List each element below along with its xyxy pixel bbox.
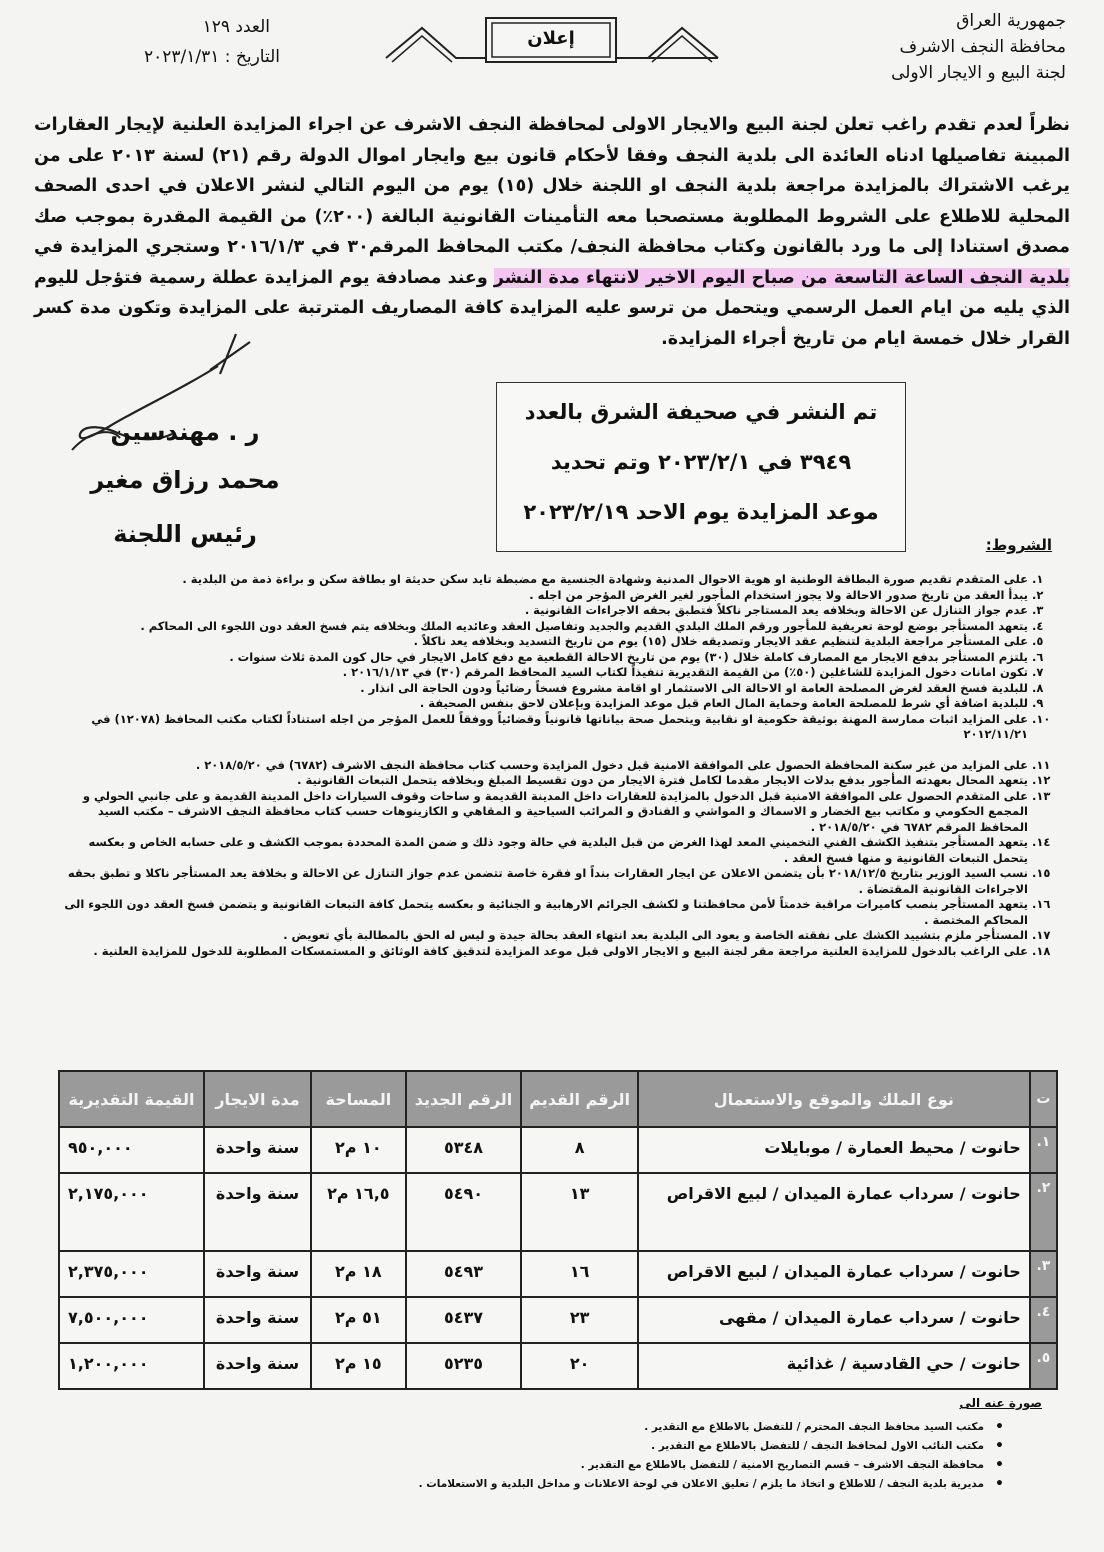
row-area: ١٨ م٢: [311, 1251, 405, 1297]
issuer-block: [766, 8, 1066, 86]
condition-text: المستأجر ملزم بتشييد الكشك على نفقته الخاصة و يعود الى البلدية بعد انتهاء العقد بحالة جيدة و ليس له الحق بالمطالبة بأي تعويض .: [283, 928, 1028, 942]
col-type: نوع الملك والموقع والاستعمال: [638, 1071, 1030, 1127]
condition-number: ٧.: [1032, 665, 1044, 679]
copy-to-item: • محافظة النجف الاشرف – قسم التصاريح الامنية / للتفضل بالاطلاع مع التقدير .: [104, 1456, 1004, 1475]
row-type: حانوت / حي القادسية / غذائية: [638, 1343, 1030, 1389]
row-index: ٤.: [1030, 1297, 1057, 1343]
row-new-number: ٥٤٩٣: [406, 1251, 522, 1297]
condition-text: تكون امانات دخول المزايدة للشاغلين (٥٠٪) من القيمة التقديرية تنفيذاً لكتاب السيد المحافظ المرقم (٣٠) في ٢٠١٦/١/١٣ .: [342, 665, 1028, 679]
condition-number: ٢.: [1032, 587, 1044, 602]
properties-table-body: [59, 1127, 1057, 1389]
row-type: حانوت / محيط العمارة / موبايلات: [638, 1127, 1030, 1173]
condition-item: [60, 944, 1064, 960]
condition-item: [60, 619, 1064, 635]
row-new-number: ٥٤٩٠: [406, 1173, 522, 1251]
condition-text: على المتقدم تقديم صورة البطاقة الوطنية او هوية الاحوال المدنية وشهادة الجنسية مع مضبطة تايد سكن حديثة او بطاقة سكن و براءة ذمة من البلدية .: [182, 572, 1028, 586]
condition-item: [60, 712, 1064, 743]
row-area: ١٦,٥ م٢: [311, 1173, 405, 1251]
row-area: ١٥ م٢: [311, 1343, 405, 1389]
row-index: ٢.: [1030, 1173, 1057, 1251]
condition-text: يبدأ العقد من تاريخ صدور الاحالة ولا يجوز استخدام المأجور لغير الغرض المؤجر من اجله .: [529, 587, 1028, 602]
condition-number: ٥.: [1032, 634, 1044, 648]
signature-block: [60, 330, 310, 570]
condition-item: [60, 665, 1064, 681]
copy-to-item: • مكتب السيد محافظ النجف المحترم / للتفضل بالاطلاع مع التقدير .: [104, 1418, 1004, 1437]
publication-line-2: ٣٩٤٩ في ٢٠٢٣/٢/١ وتم تحديد: [550, 450, 852, 474]
condition-item: [60, 681, 1064, 697]
copy-to-item: • مكتب النائب الاول لمحافظ النجف / للتفضل بالاطلاع مع التقدير .: [104, 1437, 1004, 1456]
condition-item: [60, 572, 1064, 588]
condition-text: على المزايد اثبات ممارسة المهنة بوثيقة حكومية او نقابية ويتحمل صحة بياناتها قانونياً وقضائياً ووفقاً للعمل المؤجر من اجله استناداً لكتاب مكتب المحافظ (١٢٠٧٨) في ٢٠١٢/١١/٢١: [91, 711, 1028, 741]
row-old-number: ٢٠: [521, 1343, 637, 1389]
conditions-title: الشروط:: [985, 536, 1052, 554]
announcement-banner: [382, 10, 722, 70]
copy-to-item: • مديرية بلدية النجف / للاطلاع و اتخاذ ما يلزم / تعليق الاعلان في لوحة الاعلانات و مداخل البلدية و الاستعلامات .: [104, 1475, 1004, 1494]
copy-to-list: [104, 1418, 1004, 1494]
condition-item: [60, 758, 1064, 774]
table-header-row: [59, 1071, 1057, 1127]
row-type: حانوت / سرداب عمارة الميدان / لبيع الاقراص: [638, 1173, 1030, 1251]
condition-item: [60, 928, 1064, 944]
row-area: ٥١ م٢: [311, 1297, 405, 1343]
condition-number: ١٣.: [1032, 788, 1051, 803]
reference-number: العدد ١٢٩: [202, 17, 270, 37]
announcement-body: [34, 110, 1070, 354]
reference-block: [60, 12, 280, 72]
condition-text: يتعهد المستأجر بتنفيذ الكشف الفني التخميني المعد لهذا الغرض من قبل البلدية في حالة وجود ذلك و ضمن المدة المحددة بموجب الكشف و على حسابه الخاص و بعكسه يتحمل التبعات القانونية و منها فسخ العقد .: [88, 835, 1028, 865]
row-old-number: ٢٣: [521, 1297, 637, 1343]
publication-line-1: تم النشر في صحيفة الشرق بالعدد: [524, 400, 878, 424]
table-row: [59, 1173, 1057, 1251]
condition-text: يتعهد المستأجر بوضع لوحة تعريفية للمأجور ورقم الملك البلدي القديم والجديد وتفاصيل العقد وعائديه الملك وبخلافه يتم فسخ العقد دون اللجوء الى المحاكم .: [140, 618, 1028, 633]
row-duration: سنة واحدة: [204, 1173, 311, 1251]
row-new-number: ٥٣٤٨: [406, 1127, 522, 1173]
row-value: ٢,١٧٥,٠٠٠: [59, 1173, 204, 1251]
copy-to-title: صورة عنه الى: [959, 1396, 1042, 1410]
condition-number: ٣.: [1032, 603, 1044, 617]
row-area: ١٠ م٢: [311, 1127, 405, 1173]
condition-item: [60, 650, 1064, 666]
body-highlight: بلدية النجف الساعة التاسعة من صباح اليوم الاخير لانتهاء مدة النشر: [493, 267, 1071, 288]
condition-text: على المزايد من غير سكنة المحافظة الحصول على الموافقة الامنية قبل دخول المزايدة وحسب كتاب محافظة النجف الاشرف (٦٧٨٢) في ٢٠١٨/٥/٢٠ .: [195, 757, 1028, 772]
publication-note: [496, 382, 906, 552]
table-row: [59, 1343, 1057, 1389]
condition-text: على المستأجر مراجعة البلدية لتنظيم عقد الايجار وتصديقه خلال (١٥) يوم من تاريخ التسديد وبخلافه يعد ناكلاً .: [413, 634, 1028, 648]
condition-item: [60, 696, 1064, 712]
row-index: ٥.: [1030, 1343, 1057, 1389]
banner-title: إعلان: [527, 28, 575, 49]
condition-number: ٨.: [1032, 680, 1044, 695]
row-index: ١.: [1030, 1127, 1057, 1173]
condition-number: ١٤.: [1032, 835, 1051, 849]
condition-text: للبلدية فسخ العقد لغرض المصلحة العامة او الاحالة الى الاستثمار او اقامة مشروع فسخاً رضائياً ودون الحاجة الى انذار .: [360, 680, 1028, 695]
condition-number: ١٧.: [1032, 928, 1051, 942]
condition-text: نسب السيد الوزير بتاريخ ٢٠١٨/١٢/٥ بأن يتضمن الاعلان عن ايجار العقارات بنداً او فقرة خاصة تتضمن عدم جواز التنازل عن الاحالة و بخلافة يعد المستأجر ناكلا و تطبق بحقه الاجراءات القانونية المقتضاة .: [67, 866, 1028, 896]
condition-number: ٩.: [1032, 696, 1044, 710]
row-duration: سنة واحدة: [204, 1297, 311, 1343]
row-type: حانوت / سرداب عمارة الميدان / مقهى: [638, 1297, 1030, 1343]
condition-item: [60, 634, 1064, 650]
condition-item: [60, 866, 1064, 897]
row-old-number: ٨: [521, 1127, 637, 1173]
row-value: ٢,٣٧٥,٠٠٠: [59, 1251, 204, 1297]
issuer-committee: لجنة البيع و الايجار الاولى: [891, 63, 1066, 83]
condition-item: [60, 603, 1064, 619]
condition-text: يتعهد المستأجر بنصب كاميرات مراقبة خدمتاً لأمن محافظتنا و لكشف الجرائم الارهابية و الجنائية و بعكسه يتحمل كافة التبعات القانونية و يتضمن فسخ العقد دون اللجوء الى المحاكم المختصة .: [64, 897, 1028, 927]
col-new-number: الرقم الجديد: [406, 1071, 522, 1127]
properties-table: [58, 1070, 1058, 1390]
row-new-number: ٥٤٣٧: [406, 1297, 522, 1343]
publication-line-3: موعد المزايدة يوم الاحد ٢٠٢٣/٢/١٩: [523, 500, 879, 524]
condition-number: ٤.: [1032, 618, 1044, 633]
conditions-list: [60, 572, 1064, 959]
condition-item: [60, 588, 1064, 604]
table-row: [59, 1127, 1057, 1173]
row-type: حانوت / سرداب عمارة الميدان / لبيع الاقراص: [638, 1251, 1030, 1297]
row-value: ٧,٥٠٠,٠٠٠: [59, 1297, 204, 1343]
condition-number: ١١.: [1032, 757, 1051, 772]
condition-number: ١٠.: [1032, 711, 1051, 726]
col-index: ت: [1030, 1071, 1057, 1127]
condition-text: على المتقدم الحصول على الموافقة الامنية قبل الدخول بالمزايدة للعقارات داخل المدينة القديمة و ساحات وقوف السيارات داخل المدينة القديمة و على جانبي الحولي و المجمع الحكومي و مكاتب بيع الخضار و الاسماك و المواشي و الفنادق و المرائب السياحية و المقاهي و الكازينوهات حسب كتاب محافظة النجف الاشرف – مكتب السيد المحافظ المرقم ٦٧٨٢ في ٢٠١٨/٥/٢٠ .: [82, 788, 1028, 834]
condition-number: ١٦.: [1032, 897, 1051, 911]
condition-item: [60, 789, 1064, 836]
condition-number: ١٨.: [1032, 943, 1051, 958]
condition-text: للبلدية اضافة أي شرط للمصلحة العامة وحماية المال العام قبل موعد المزايدة وبإعلان لاحق بنفس الصحيفة .: [419, 696, 1028, 710]
reference-date: التاريخ : ٢٠٢٣/١/٣١: [143, 47, 280, 67]
signature-name: محمد رزاق مغير: [90, 466, 280, 494]
condition-text: يلتزم المستأجر بدفع الايجار مع المصارف كاملة خلال (٣٠) يوم من تاريخ الاحالة القطعية مع دفع كامل الايجار في حال كون المدة ثلاث سنوات .: [229, 649, 1028, 664]
row-duration: سنة واحدة: [204, 1127, 311, 1173]
signature-role: رئيس اللجنة: [113, 520, 257, 548]
condition-text: يتعهد المحال بعهدته المأجور بدفع بدلات الايجار مقدما لكامل فترة الايجار من دون تقسيط المبلغ وبخلافه يتحمل التبعات القانونية .: [297, 773, 1028, 787]
condition-text: عدم جواز التنازل عن الاحالة وبخلافه يعد المستاجر ناكلاً فتطبق بحقه الاجراءات القانونية .: [524, 603, 1028, 617]
table-row: [59, 1297, 1057, 1343]
body-text-1: نظراً لعدم تقدم راغب تعلن لجنة البيع والايجار الاولى لمحافظة النجف الاشرف عن اجراء المزايدة العلنية لإيجار العقارات المبينة تفاصيلها ادناه العائدة الى بلدية النجف وفقا لأحكام قانون بيع وايجار اموال الدولة رقم (٢١) لسنة ٢٠١٣ على من يرغب الاشتراك بالمزايدة مراجعة بلدية النجف او اللجنة خلال (١٥) يوم من اليوم التالي لنشر الاعلان في احدى الصحف المحلية للاطلاع على الشروط المطلوبة مستصحبا معه التأمينات القانونية البالغة (٢٠٠٪) من القيمة المقدرة بموجب صك مصدق استنادا إلى ما ورد بالقانون وكتاب محافظة النجف/ مكتب المحافظ المرقم٣٠ في ٢٠١٦/١/٣ وستجري المزايدة في: [34, 115, 1070, 257]
condition-item: [60, 773, 1064, 789]
row-duration: سنة واحدة: [204, 1343, 311, 1389]
col-area: المساحة: [311, 1071, 405, 1127]
condition-item: [60, 835, 1064, 866]
issuer-country: جمهورية العراق: [956, 11, 1066, 31]
signature-title: ر . مهندسين: [110, 418, 260, 446]
condition-item: [60, 897, 1064, 928]
row-value: ٩٥٠,٠٠٠: [59, 1127, 204, 1173]
body-text-2: وعند مصادفة يوم المزايدة عطلة رسمية فتؤجل لليوم الذي يليه من ايام العمل الرسمي ويتحمل من ترسو عليه المزايدة كافة المصاريف المترتبة على المزايدة وتكون مدة كسر القرار خلال خمسة ايام من تاريخ أجراء المزايدة.: [34, 267, 1070, 349]
row-duration: سنة واحدة: [204, 1251, 311, 1297]
condition-text: على الراغب بالدخول للمزايدة العلنية مراجعة مقر لجنة البيع و الايجار الاولى قبل موعد المزايدة لتدقيق كافة الوثائق و المستمسكات المطلوبة للدخول للمزايدة العلنية .: [93, 943, 1028, 958]
condition-number: ٦.: [1032, 649, 1044, 664]
row-old-number: ١٦: [521, 1251, 637, 1297]
condition-number: ١٢.: [1032, 773, 1051, 787]
table-row: [59, 1251, 1057, 1297]
row-new-number: ٥٢٣٥: [406, 1343, 522, 1389]
col-old-number: الرقم القديم: [521, 1071, 637, 1127]
col-value: القيمة التقديرية: [59, 1071, 204, 1127]
row-value: ١,٢٠٠,٠٠٠: [59, 1343, 204, 1389]
row-old-number: ١٣: [521, 1173, 637, 1251]
row-index: ٣.: [1030, 1251, 1057, 1297]
condition-number: ١٥.: [1032, 866, 1051, 880]
condition-number: ١.: [1032, 572, 1044, 586]
issuer-province: محافظة النجف الاشرف: [899, 37, 1066, 57]
col-duration: مدة الايجار: [204, 1071, 311, 1127]
